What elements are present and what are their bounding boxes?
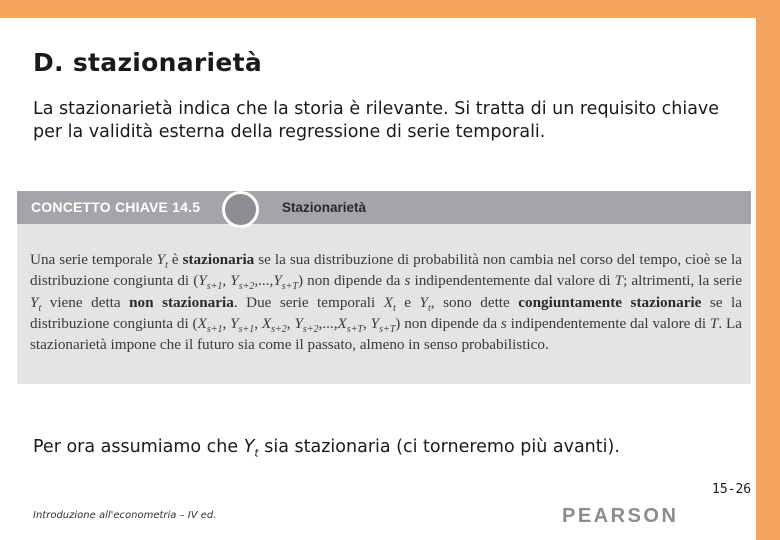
publisher-logo: PEARSON bbox=[562, 505, 679, 527]
key-concept-heading: Stazionarietà bbox=[282, 200, 367, 215]
key-concept-label: CONCETTO CHIAVE 14.5 bbox=[31, 199, 201, 215]
key-concept-header bbox=[17, 191, 751, 224]
page-number: 15-26 bbox=[712, 482, 752, 497]
circle-icon bbox=[222, 191, 259, 228]
note-variable: $Y_t$ bbox=[243, 437, 259, 460]
key-concept-body: Una serie temporale $Y_t$ è stazionaria se la sua distribuzione di probabilità non cambia nel corso del tempo, cioè se la distribuzione congiunta di ($Y_{s+1}$, $Y_{s+2},...,Y_{s+T}$) non dipende da s indipendentemente dal valore di T; altrimenti, la serie $Y_t$ viene detta non stazionaria. Due serie temporali $X_t$ e $Y_t$, sono dette congiuntamente stazionarie se la distribuzione congiunta di ($X_{s+1}$, $Y_{s+1}$, $X_{s+2}$, $Y_{s+2},...,X_{s+T}$, $Y_{s+T}$) non dipende da s indipendentemente dal valore di T. La stazionarietà impone che il futuro sia come il passato, almeno in senso probabilistico. bbox=[30, 251, 742, 354]
note-text: Per ora assumiamo che $Y_t$ sia stazionaria (ci torneremo più avanti). bbox=[33, 437, 620, 460]
slide-title: D. stazionarietà bbox=[33, 48, 263, 77]
slide bbox=[0, 18, 756, 540]
book-credit: Introduzione all'econometria – IV ed. bbox=[33, 510, 217, 521]
key-concept-box bbox=[17, 191, 751, 384]
intro-text: La stazionarietà indica che la storia è rilevante. Si tratta di un requisito chiave per la validità esterna della regressione di serie temporali. bbox=[33, 99, 720, 142]
